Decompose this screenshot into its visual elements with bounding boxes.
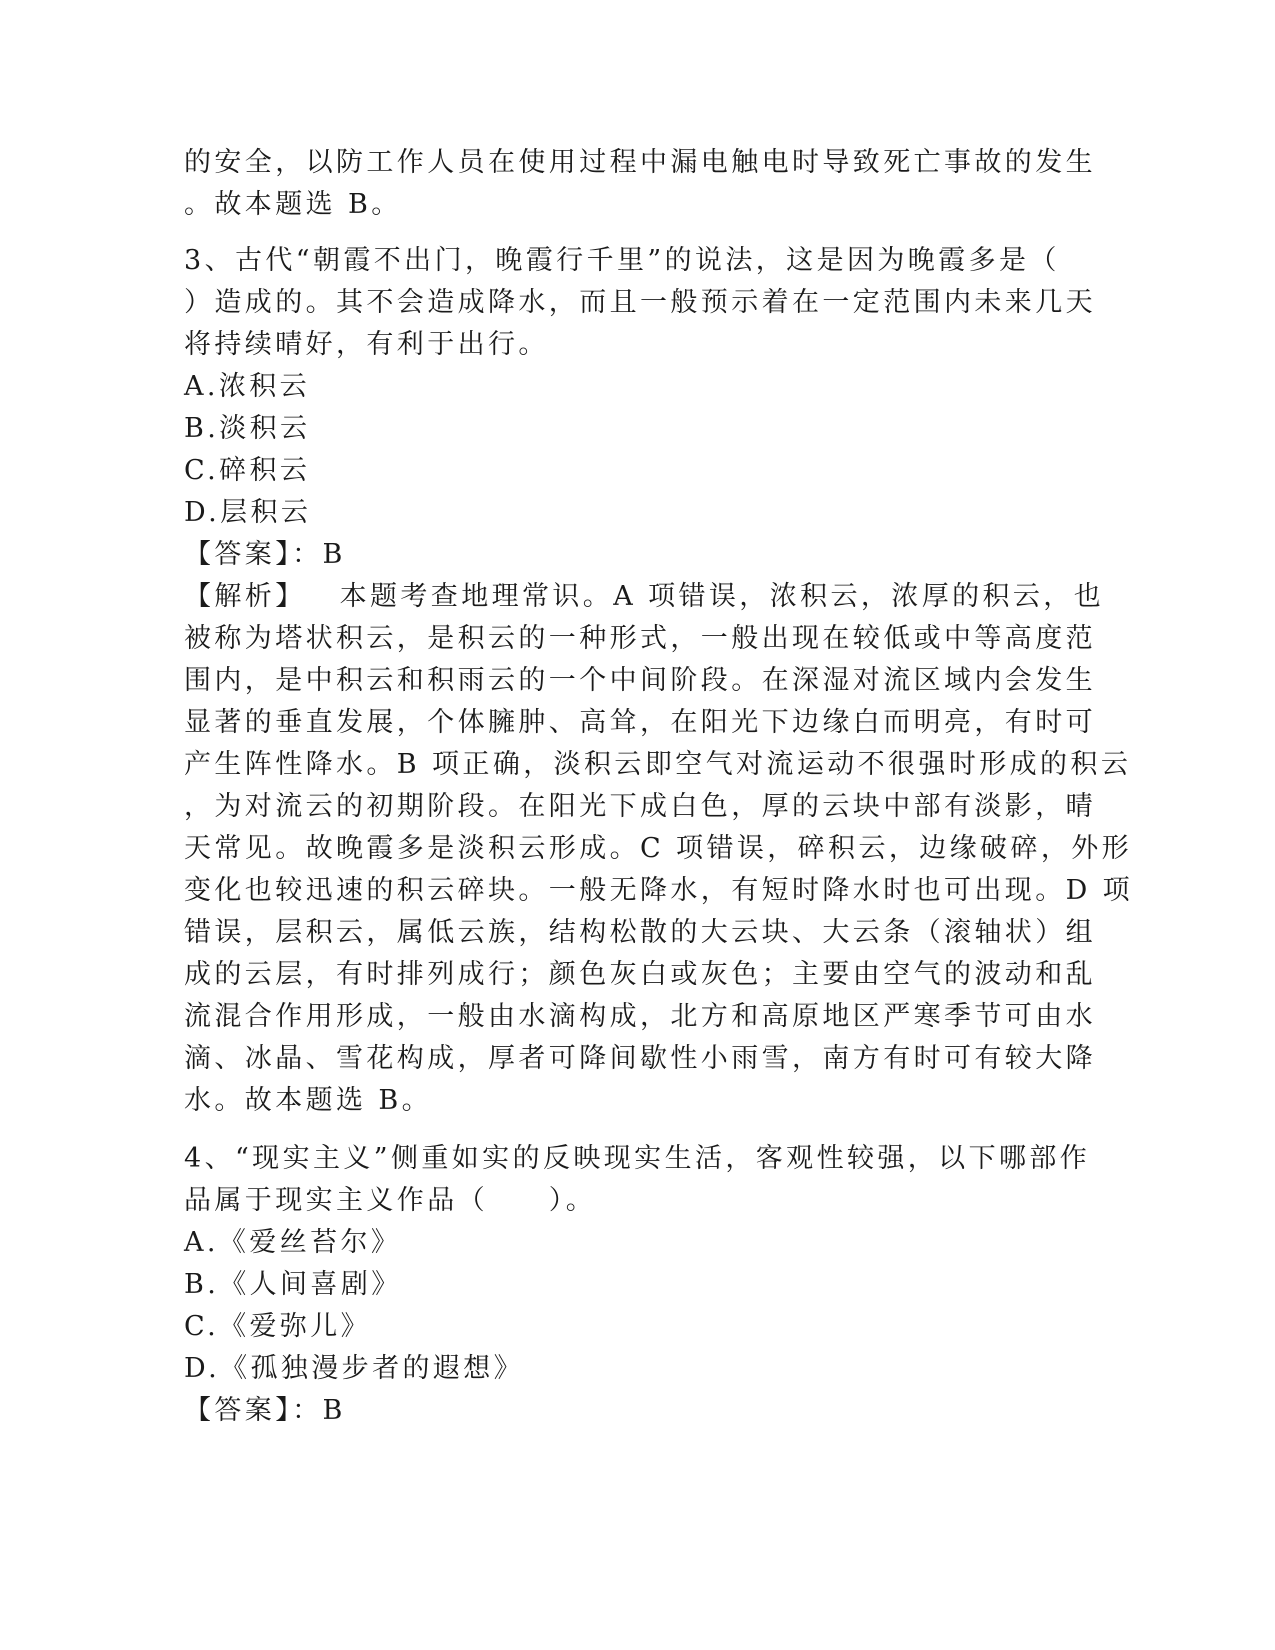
analysis-text: 本题考查地理常识。A 项错误，浓积云，浓厚的积云，也 <box>339 581 1105 612</box>
option-d: D.《孤独漫步者的遐想》 <box>184 1353 525 1384</box>
answer-value: B <box>322 539 346 570</box>
answer-label: 【答案】： <box>184 539 323 570</box>
text-line: 。故本题选 B。 <box>184 189 402 220</box>
option-a: A.浓积云 <box>184 371 311 402</box>
option-b: B.淡积云 <box>184 413 311 444</box>
stem-line: ）造成的。其不会造成降水，而且一般预示着在一定范围内未来几天 <box>184 287 1096 318</box>
option-d: D.层积云 <box>184 497 312 528</box>
answer-label: 【答案】： <box>184 1395 323 1426</box>
option-c: C.碎积云 <box>184 455 311 486</box>
question-3-options <box>184 366 1084 534</box>
stem-line: 3、古代“朝霞不出门，晚霞行千里”的说法，这是因为晚霞多是（ <box>184 245 1060 276</box>
question-4-options <box>184 1222 1084 1390</box>
stem-line: 将持续晴好，有利于出行。 <box>184 329 549 360</box>
previous-analysis-tail <box>184 142 1096 226</box>
question-3-analysis <box>184 576 1134 1122</box>
analysis-line: 变化也较迅速的积云碎块。一般无降水，有短时降水时也可出现。D 项 <box>184 875 1134 906</box>
analysis-label: 【解析】 <box>184 581 306 612</box>
option-a: A.《爱丝苔尔》 <box>184 1227 402 1258</box>
analysis-line: 滴、冰晶、雪花构成，厚者可降间歇性小雨雪，南方有时可有较大降 <box>184 1043 1096 1074</box>
analysis-line: 成的云层，有时排列成行；颜色灰白或灰色；主要由空气的波动和乱 <box>184 959 1096 990</box>
option-c: C.《爱弥儿》 <box>184 1311 372 1342</box>
stem-line: 4、“现实主义”侧重如实的反映现实生活，客观性较强，以下哪部作 <box>184 1143 1091 1174</box>
question-3-stem <box>184 240 1096 366</box>
question-4 <box>184 1138 1091 1432</box>
text-line: 的安全，以防工作人员在使用过程中漏电触电时导致死亡事故的发生 <box>184 147 1096 178</box>
option-b: B.《人间喜剧》 <box>184 1269 402 1300</box>
question-4-answer <box>184 1390 1084 1432</box>
analysis-line: 错误，层积云，属低云族，结构松散的大云块、大云条（滚轴状）组 <box>184 917 1096 948</box>
analysis-line: 流混合作用形成，一般由水滴构成，北方和高原地区严寒季节可由水 <box>184 1001 1096 1032</box>
document-page <box>184 142 1134 1432</box>
question-4-stem <box>184 1138 1091 1222</box>
analysis-line: 水。故本题选 B。 <box>184 1085 433 1116</box>
analysis-line: 产生阵性降水。B 项正确，淡积云即空气对流运动不很强时形成的积云 <box>184 749 1132 780</box>
question-3-answer <box>184 534 1084 576</box>
analysis-line: 围内，是中积云和积雨云的一个中间阶段。在深湿对流区域内会发生 <box>184 665 1096 696</box>
question-3 <box>184 240 1134 1122</box>
answer-value: B <box>322 1395 346 1426</box>
analysis-line <box>184 576 1105 618</box>
stem-line: 品属于现实主义作品（ ）。 <box>184 1185 597 1216</box>
analysis-line: 显著的垂直发展，个体臃肿、高耸，在阳光下边缘白而明亮，有时可 <box>184 707 1096 738</box>
analysis-line: 天常见。故晚霞多是淡积云形成。C 项错误，碎积云，边缘破碎，外形 <box>184 833 1133 864</box>
analysis-line: ，为对流云的初期阶段。在阳光下成白色，厚的云块中部有淡影，晴 <box>184 791 1096 822</box>
analysis-line: 被称为塔状积云，是积云的一种形式，一般出现在较低或中等高度范 <box>184 623 1096 654</box>
